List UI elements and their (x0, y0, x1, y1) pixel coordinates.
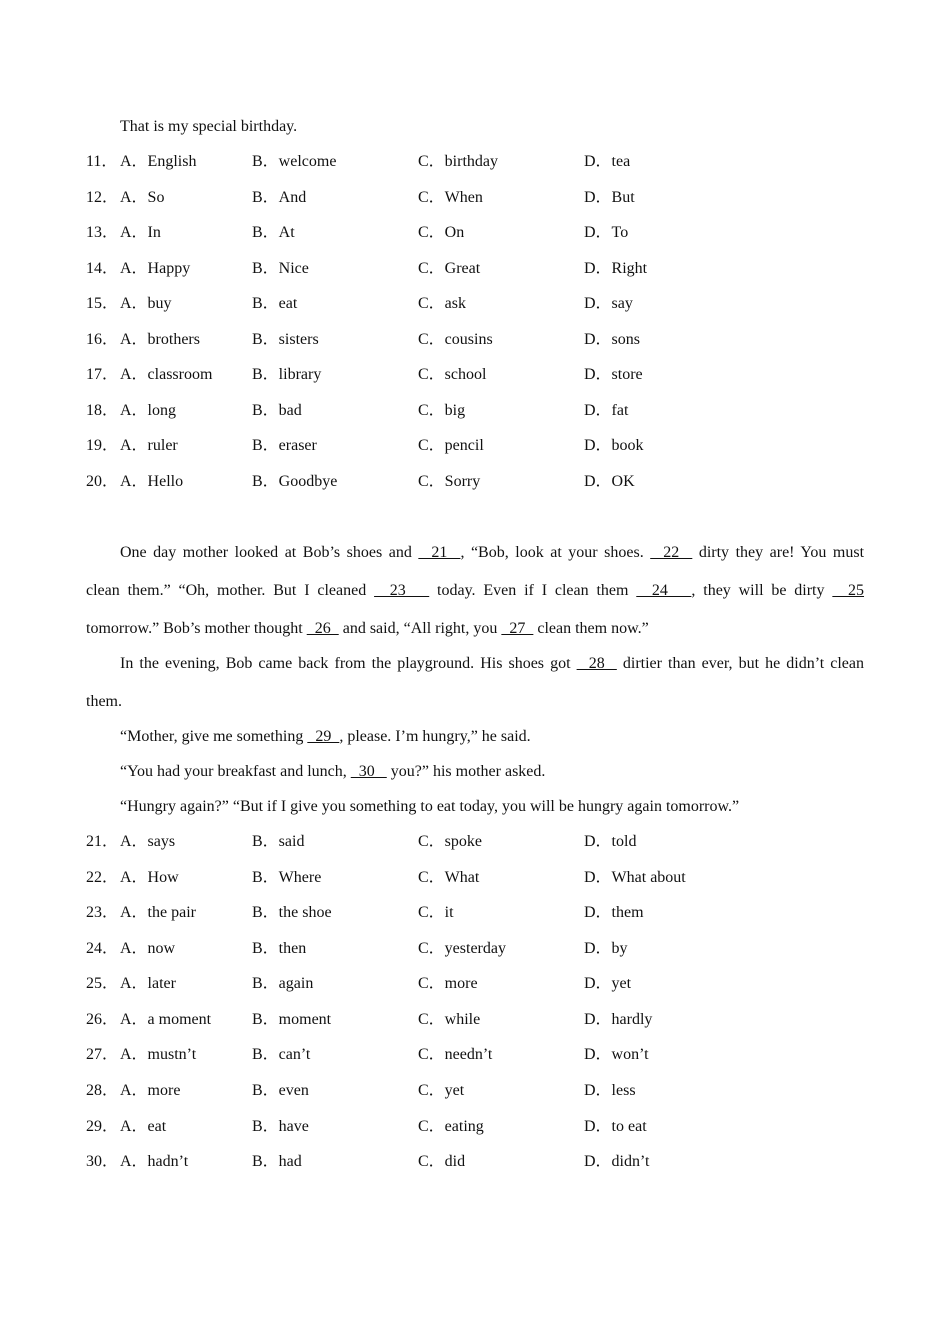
question-row (86, 223, 864, 243)
option-c: C．spoke (418, 833, 483, 850)
option-b: B．the shoe (252, 904, 332, 921)
question-number: 15． (86, 295, 119, 312)
blank-22: 22 (650, 544, 693, 561)
option-b: B．At (252, 224, 295, 241)
option-b: B．Nice (252, 260, 309, 277)
option-a: A．brothers (120, 331, 200, 348)
option-b: B．then (252, 940, 307, 957)
option-c: C．big (418, 402, 466, 419)
option-d: D．tea (584, 153, 631, 170)
question-row (86, 1010, 864, 1030)
option-d: D．didn’t (584, 1153, 650, 1170)
question-number: 21． (86, 833, 119, 850)
question-row (86, 330, 864, 350)
question-row (86, 259, 864, 279)
option-a: A．later (120, 975, 176, 992)
option-a: A．a moment (120, 1011, 212, 1028)
question-number: 30． (86, 1153, 119, 1170)
question-row (86, 152, 864, 172)
option-c: C．more (418, 975, 478, 992)
option-a: A．ruler (120, 437, 178, 454)
blank-21: 21 (418, 544, 461, 561)
question-number: 20． (86, 473, 119, 490)
option-a: A．more (120, 1082, 181, 1099)
option-b: B．even (252, 1082, 309, 1099)
question-number: 12． (86, 189, 119, 206)
option-c: C．while (418, 1011, 481, 1028)
option-d: D．to eat (584, 1118, 647, 1135)
blank-27: 27 (501, 620, 534, 637)
option-d: D．say (584, 295, 633, 312)
option-b: B．can’t (252, 1046, 311, 1063)
passage-line: “Mother, give me something 29 , please. I’m hungry,” he said. (120, 728, 531, 745)
blank-24: 24 (636, 582, 692, 599)
question-number: 27． (86, 1046, 119, 1063)
question-row (86, 1152, 864, 1172)
option-d: D．OK (584, 473, 635, 490)
option-c: C．school (418, 366, 487, 383)
question-number: 29． (86, 1118, 119, 1135)
option-a: A．the pair (120, 904, 196, 921)
blank-28: 28 (576, 655, 617, 672)
option-b: B．Goodbye (252, 473, 338, 490)
option-c: C．Great (418, 260, 481, 277)
option-d: D．Right (584, 260, 648, 277)
option-d: D．by (584, 940, 628, 957)
question-row (86, 974, 864, 994)
question-row (86, 832, 864, 852)
question-number: 25． (86, 975, 119, 992)
question-number: 16． (86, 331, 119, 348)
passage-line: In the evening, Bob came back from the playground. His shoes got 28 dirtier than ever, but he didn’t clean (120, 655, 864, 672)
question-number: 28． (86, 1082, 119, 1099)
question-row (86, 1081, 864, 1101)
option-c: C．yesterday (418, 940, 506, 957)
option-b: B．moment (252, 1011, 332, 1028)
option-b: B．again (252, 975, 314, 992)
option-c: C．What (418, 869, 480, 886)
option-c: C．ask (418, 295, 467, 312)
option-b: B．eraser (252, 437, 317, 454)
question-row (86, 294, 864, 314)
option-b: B．had (252, 1153, 302, 1170)
option-d: D．To (584, 224, 629, 241)
option-a: A．long (120, 402, 177, 419)
question-row (86, 868, 864, 888)
option-c: C．did (418, 1153, 466, 1170)
option-a: A．classroom (120, 366, 213, 383)
option-c: C．birthday (418, 153, 498, 170)
passage-line: them. (86, 693, 122, 710)
option-d: D．book (584, 437, 644, 454)
option-a: A．now (120, 940, 176, 957)
option-a: A．says (120, 833, 176, 850)
option-d: D．hardly (584, 1011, 653, 1028)
question-row (86, 1117, 864, 1137)
option-c: C．cousins (418, 331, 493, 348)
option-c: C．Sorry (418, 473, 481, 490)
passage-line: “Hungry again?” “But if I give you something to eat today, you will be hungry again tomorrow.” (120, 798, 740, 815)
option-c: C．On (418, 224, 465, 241)
option-b: B．And (252, 189, 307, 206)
question-number: 11． (86, 153, 118, 170)
question-number: 22． (86, 869, 119, 886)
option-c: C．it (418, 904, 454, 921)
option-b: B．said (252, 833, 305, 850)
option-c: C．When (418, 189, 483, 206)
question-row (86, 365, 864, 385)
option-b: B．Where (252, 869, 322, 886)
option-a: A．So (120, 189, 165, 206)
option-b: B．library (252, 366, 322, 383)
option-b: B．have (252, 1118, 309, 1135)
question-number: 19． (86, 437, 119, 454)
question-number: 24． (86, 940, 119, 957)
passage-line: “You had your breakfast and lunch, 30 you?” his mother asked. (120, 763, 546, 780)
option-a: A．Hello (120, 473, 184, 490)
option-c: C．yet (418, 1082, 465, 1099)
question-number: 13． (86, 224, 119, 241)
option-a: A．Happy (120, 260, 191, 277)
question-row (86, 939, 864, 959)
option-a: A．buy (120, 295, 172, 312)
question-number: 23． (86, 904, 119, 921)
option-d: D．yet (584, 975, 632, 992)
option-a: A．eat (120, 1118, 167, 1135)
blank-26: 26 (306, 620, 339, 637)
option-b: B．bad (252, 402, 302, 419)
option-d: D．store (584, 366, 643, 383)
option-c: C．pencil (418, 437, 484, 454)
option-b: B．welcome (252, 153, 337, 170)
question-number: 14． (86, 260, 119, 277)
option-d: D．fat (584, 402, 629, 419)
passage-line: One day mother looked at Bob’s shoes and 21 , “Bob, look at your shoes. 22 dirty they are! You must (120, 544, 865, 561)
question-row (86, 1045, 864, 1065)
blank-30: 30 (350, 763, 387, 780)
option-a: A．How (120, 869, 179, 886)
option-b: B．sisters (252, 331, 319, 348)
blank-29: 29 (307, 728, 340, 745)
question-row (86, 188, 864, 208)
passage-line: tomorrow.” Bob’s mother thought 26 and said, “All right, you 27 clean them now.” (86, 620, 649, 637)
option-d: D．told (584, 833, 637, 850)
question-row (86, 903, 864, 923)
option-d: D．But (584, 189, 635, 206)
blank-23: 23 (374, 582, 430, 599)
option-a: A．In (120, 224, 161, 241)
option-d: D．them (584, 904, 644, 921)
intro-line: That is my special birthday. (120, 118, 298, 135)
option-a: A．mustn’t (120, 1046, 197, 1063)
option-c: C．eating (418, 1118, 484, 1135)
question-number: 17． (86, 366, 119, 383)
question-row (86, 401, 864, 421)
blank-25: 25 (832, 582, 865, 599)
passage-line: clean them.” “Oh, mother. But I cleaned 23 today. Even if I clean them 24 , they will be dirty 25 (86, 582, 865, 599)
option-d: D．What about (584, 869, 686, 886)
question-row (86, 472, 864, 492)
option-d: D．won’t (584, 1046, 649, 1063)
option-d: D．less (584, 1082, 636, 1099)
option-b: B．eat (252, 295, 298, 312)
question-number: 26． (86, 1011, 119, 1028)
option-a: A．hadn’t (120, 1153, 189, 1170)
option-d: D．sons (584, 331, 641, 348)
question-number: 18． (86, 402, 119, 419)
option-a: A．English (120, 153, 197, 170)
option-c: C．needn’t (418, 1046, 493, 1063)
question-row (86, 436, 864, 456)
